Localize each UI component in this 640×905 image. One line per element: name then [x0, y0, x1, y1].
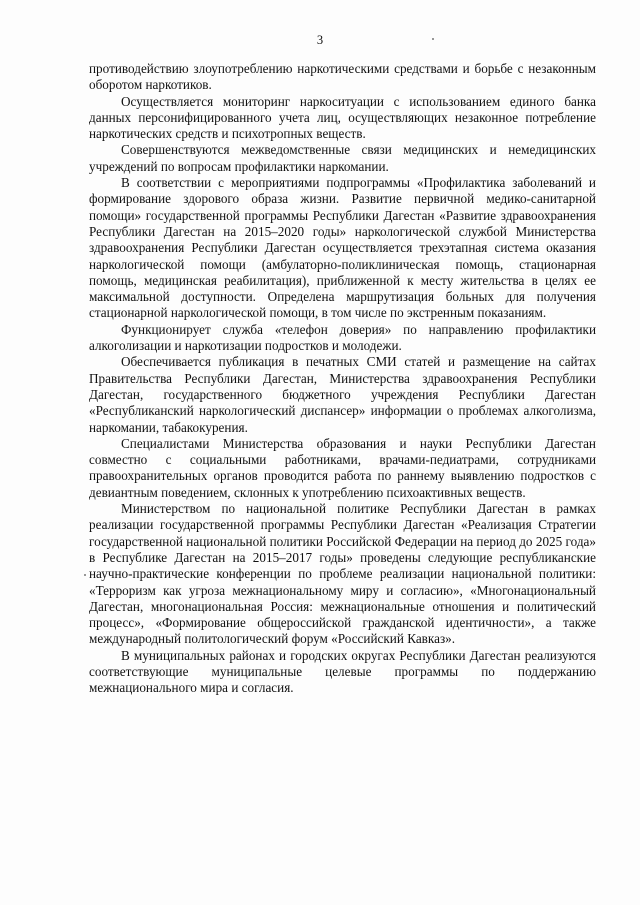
paragraph: Функционирует служба «телефон доверия» по направлению профилактики алкоголизации и наркотизации подростков и молодежи.	[89, 321, 596, 354]
scan-speck	[432, 38, 434, 40]
page-number: 3	[316, 33, 324, 47]
paragraph: В соответствии с мероприятиями подпрограммы «Профилактика заболеваний и формирование здорового образа жизни. Развитие первичной медико-санитарной помощи» государственной программы Республики Дагестан «Развитие здравоохранения Республики Дагестан на 2015–2020 годы» наркологической службой Министерства здравоохранения Республики Дагестан осуществляется трехэтапная система оказания наркологической помощи (амбулаторно-поликлиническая помощь, стационарная помощь, медицинская реабилитация), приближенной к месту жительства в целях ее максимальной доступности. Определена маршрутизация больных для получения стационарной наркологической помощи, в том числе по экстренным показаниям.	[89, 175, 596, 321]
paragraph: Совершенствуются межведомственные связи медицинских и немедицинских учреждений по вопросам профилактики наркомании.	[89, 142, 596, 174]
paragraph: Министерством по национальной политике Республики Дагестан в рамках реализации государственной программы Республики Дагестан «Реализация Стратегии государственной национальной политики Российской Федерации на период до 2025 года» в Республике Дагестан на 2015–2017 годы» проведены следующие республиканские научно-практические конференции по проблеме реализации национальной политики: «Терроризм как угроза межнациональному миру и согласию», «Многонациональный Дагестан, многонациональная Россия: межнациональные отношения и политический процесс», «Формирование общероссийской гражданской идентичности», а также международный политологический форум «Российский Кавказ».	[89, 501, 596, 647]
document-body	[89, 61, 596, 697]
paragraph: противодействию злоупотреблению наркотическими средствами и борьбе с незаконным оборотом наркотиков.	[89, 61, 596, 93]
paragraph: Обеспечивается публикация в печатных СМИ статей и размещение на сайтах Правительства Республики Дагестан, Министерства здравоохранения Республики Дагестан, государственного бюджетного учреждения Республики Дагестан «Республиканский наркологический диспансер» информации о проблемах алкоголизма, наркомании, табакокурения.	[89, 354, 596, 435]
paragraph: Осуществляется мониторинг наркоситуации с использованием единого банка данных персонифицированного учета лиц, осуществляющих незаконное потребление наркотических средств и психотропных веществ.	[89, 93, 596, 142]
paragraph: Специалистами Министерства образования и науки Республики Дагестан совместно с социальными работниками, врачами-педиатрами, сотрудниками правоохранительных органов проводится работа по раннему выявлению подростков с девиантным поведением, склонных к употреблению психоактивных веществ.	[89, 435, 596, 500]
scan-speck	[84, 574, 86, 576]
paragraph: В муниципальных районах и городских округах Республики Дагестан реализуются соответствующие муниципальные целевые программы по поддержанию межнационального мира и согласия.	[89, 647, 596, 696]
